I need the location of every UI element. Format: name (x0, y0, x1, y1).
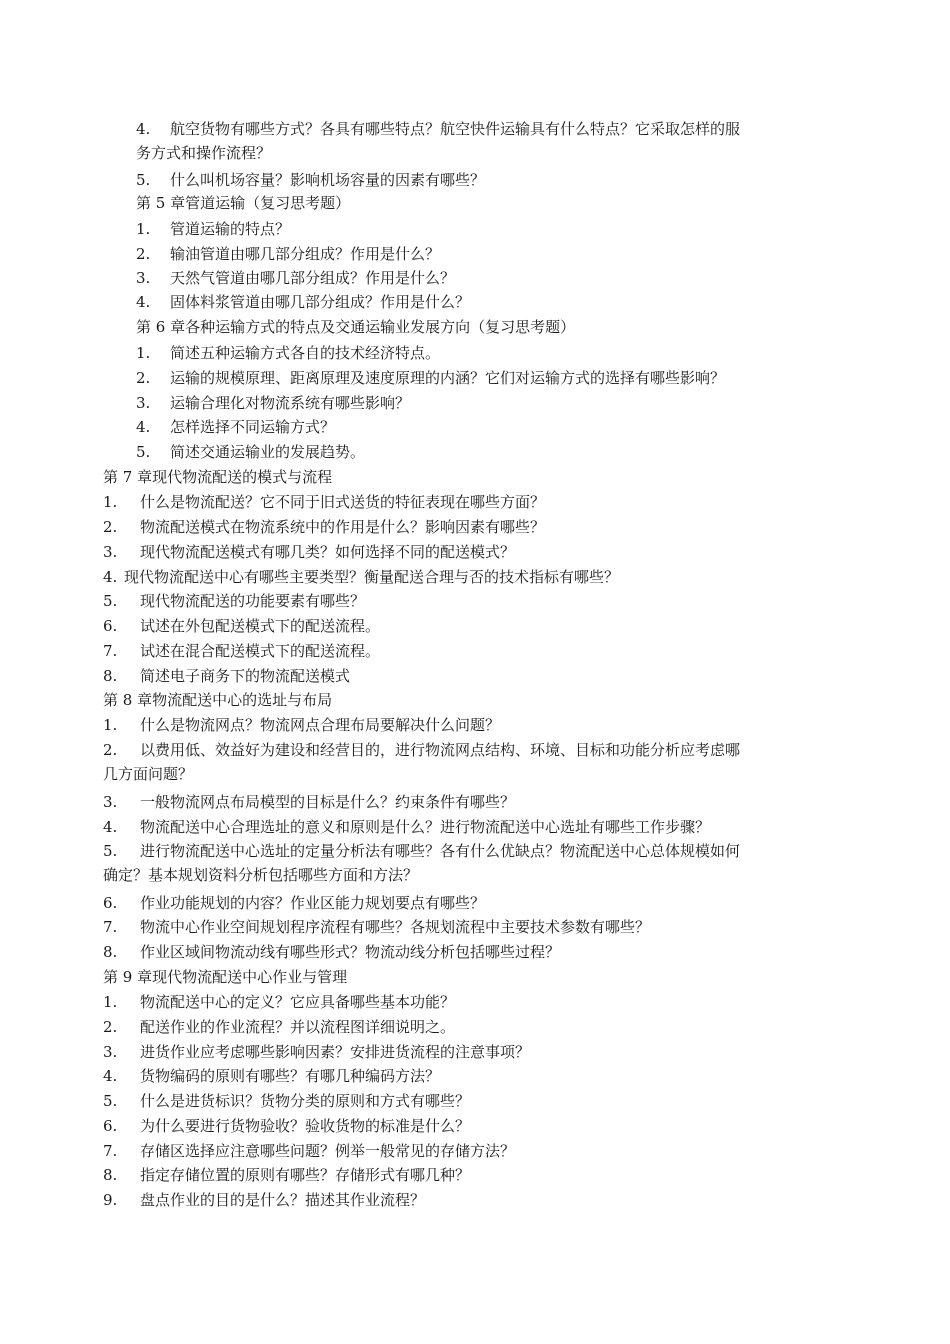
list-item: 1. 简述五种运输方式各自的技术经济特点。 (136, 344, 441, 362)
list-item: 2. 输油管道由哪几部分组成？作用是什么？ (136, 245, 441, 263)
list-item: 5. 现代物流配送的功能要素有哪些？ (103, 592, 366, 610)
list-item: 8. 简述电子商务下的物流配送模式 (103, 667, 351, 685)
chapter-heading: 第 5 章管道运输（复习思考题） (136, 194, 351, 212)
list-item: 6. 为什么要进行货物验收？验收货物的标准是什么？ (103, 1117, 471, 1135)
list-item: 5. 什么是进货标识？货物分类的原则和方式有哪些？ (103, 1092, 471, 1110)
chapter-heading: 第 8 章物流配送中心的选址与布局 (103, 691, 333, 709)
list-item: 3. 天然气管道由哪几部分组成？作用是什么？ (136, 269, 456, 287)
list-item: 4. 怎样选择不同运输方式？ (136, 418, 336, 436)
list-item: 7. 物流中心作业空间规划程序流程有哪些？各规划流程中主要技术参数有哪些？ (103, 918, 651, 936)
list-item: 4. 航空货物有哪些方式？各具有哪些特点？航空快件运输具有什么特点？它采取怎样的服 (136, 120, 741, 138)
list-item: 3. 运输合理化对物流系统有哪些影响？ (136, 394, 411, 412)
list-item: 2. 物流配送模式在物流系统中的作用是什么？影响因素有哪些？ (103, 518, 546, 536)
list-item-continuation: 确定？基本规划资料分析包括哪些方面和方法？ (103, 866, 419, 884)
list-item: 4. 货物编码的原则有哪些？有哪几种编码方法？ (103, 1067, 441, 1085)
list-item: 6. 试述在外包配送模式下的配送流程。 (103, 617, 381, 635)
list-item: 8. 作业区域间物流动线有哪些形式？物流动线分析包括哪些过程？ (103, 943, 561, 961)
list-item: 8. 指定存储位置的原则有哪些？存储形式有哪几种？ (103, 1166, 471, 1184)
list-item: 4. 现代物流配送中心有哪些主要类型？衡量配送合理与否的技术指标有哪些？ (103, 568, 620, 586)
list-item: 5. 简述交通运输业的发展趋势。 (136, 443, 366, 461)
list-item: 5. 进行物流配送中心选址的定量分析法有哪些？各有什么优缺点？物流配送中心总体规模如何 (103, 842, 741, 860)
list-item: 4. 固体料浆管道由哪几部分组成？作用是什么？ (136, 293, 471, 311)
list-item: 3. 一般物流网点布局模型的目标是什么？约束条件有哪些？ (103, 793, 516, 811)
list-item: 3. 进货作业应考虑哪些影响因素？安排进货流程的注意事项？ (103, 1043, 531, 1061)
list-item: 1. 物流配送中心的定义？它应具备哪些基本功能？ (103, 993, 456, 1011)
list-item: 5. 什么叫机场容量？影响机场容量的因素有哪些？ (136, 171, 486, 189)
list-item: 6. 作业功能规划的内容？作业区能力规划要点有哪些？ (103, 894, 486, 912)
chapter-heading: 第 7 章现代物流配送的模式与流程 (103, 468, 333, 486)
list-item: 2. 以费用低、效益好为建设和经营目的，进行物流网点结构、环境、目标和功能分析应考虑哪 (103, 741, 741, 759)
list-item: 7. 存储区选择应注意哪些问题？例举一般常见的存储方法？ (103, 1142, 516, 1160)
list-item: 1. 什么是物流网点？物流网点合理布局要解决什么问题？ (103, 716, 501, 734)
list-item-continuation: 务方式和操作流程？ (136, 144, 272, 162)
chapter-heading: 第 6 章各种运输方式的特点及交通运输业发展方向（复习思考题） (136, 318, 576, 336)
list-item: 4. 物流配送中心合理选址的意义和原则是什么？进行物流配送中心选址有哪些工作步骤？ (103, 818, 711, 836)
list-item: 3. 现代物流配送模式有哪几类？如何选择不同的配送模式？ (103, 543, 516, 561)
list-item: 7. 试述在混合配送模式下的配送流程。 (103, 642, 381, 660)
list-item: 2. 运输的规模原理、距离原理及速度原理的内涵？它们对运输方式的选择有哪些影响？ (136, 369, 726, 387)
chapter-heading: 第 9 章现代物流配送中心作业与管理 (103, 968, 348, 986)
list-item: 1. 什么是物流配送？它不同于旧式送货的特征表现在哪些方面？ (103, 493, 546, 511)
list-item-continuation: 几方面问题？ (103, 765, 194, 783)
list-item: 9. 盘点作业的目的是什么？描述其作业流程？ (103, 1191, 426, 1209)
list-item: 1. 管道运输的特点？ (136, 220, 291, 238)
list-item: 2. 配送作业的作业流程？并以流程图详细说明之。 (103, 1018, 456, 1036)
